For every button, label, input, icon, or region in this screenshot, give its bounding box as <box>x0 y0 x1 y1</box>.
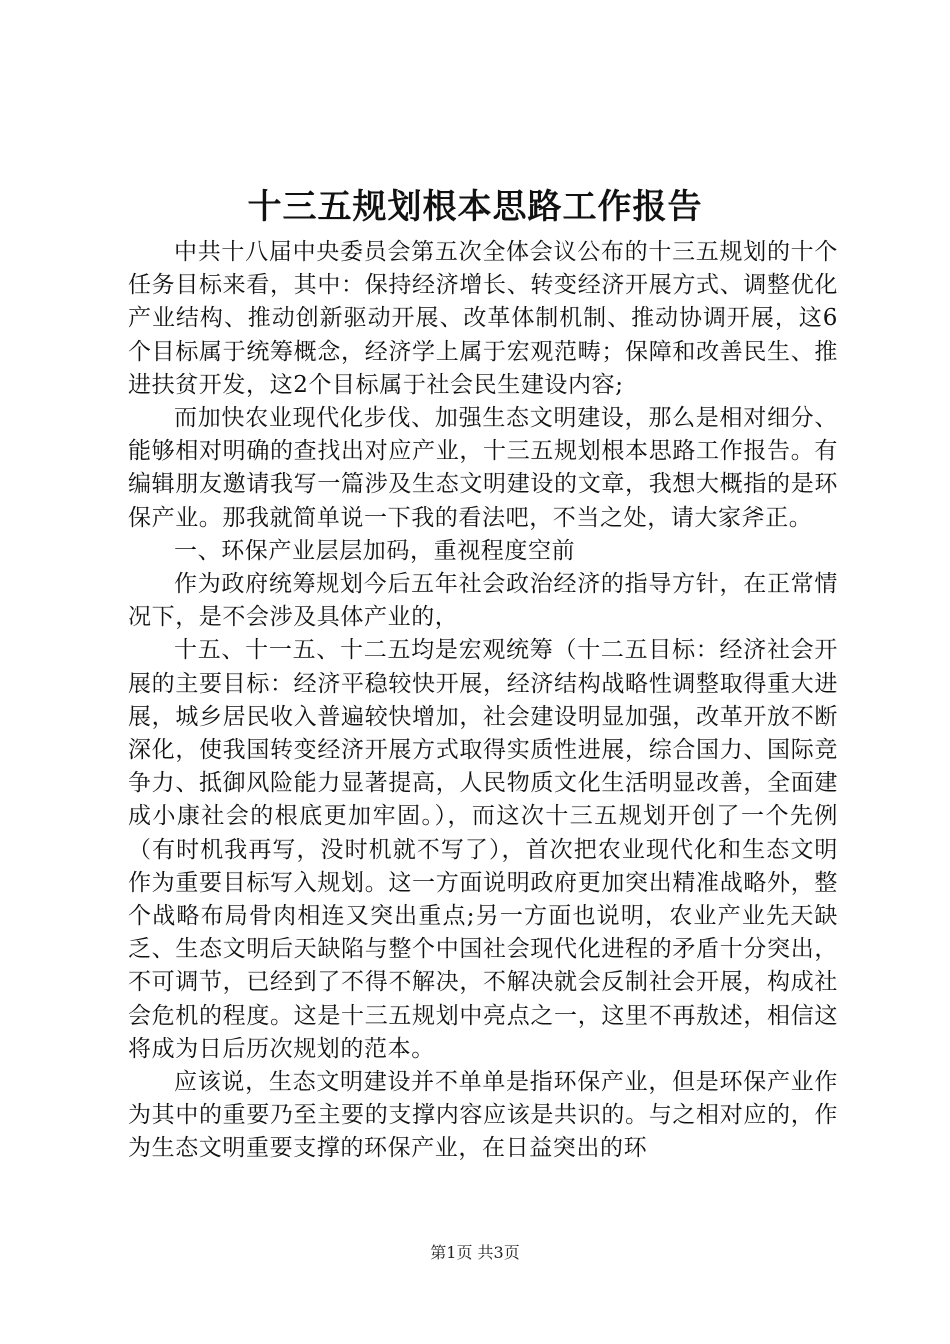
paragraph-2: 而加快农业现代化步伐、加强生态文明建设，那么是相对细分、能够相对明确的查找出对应产业，十三五规划根本思路工作报告。有编辑朋友邀请我写一篇涉及生态文明建设的文章，我想大概指的是环保产业。那我就简单说一下我的看法吧，不当之处，请大家斧正。 <box>128 405 838 531</box>
paragraph-5: 应该说，生态文明建设并不单单是指环保产业，但是环保产业作为其中的重要乃至主要的支撑内容应该是共识的。与之相对应的，作为生态文明重要支撑的环保产业，在日益突出的环 <box>128 1069 838 1162</box>
document-body <box>128 236 838 1166</box>
paragraph-3: 作为政府统筹规划今后五年社会政治经济的指导方针，在正常情况下，是不会涉及具体产业的， <box>128 571 838 631</box>
document-title: 十三五规划根本思路工作报告 <box>247 187 703 227</box>
page-footer: 第1页 共3页 <box>430 1243 520 1262</box>
section-heading-1: 一、环保产业层层加码，重视程度空前 <box>174 537 576 564</box>
paragraph-1: 中共十八届中央委员会第五次全体会议公布的十三五规划的十个任务目标来看，其中：保持经济增长、转变经济开展方式、调整优化产业结构、推动创新驱动开展、改革体制机制、推动协调开展，这6个目标属于统筹概念，经济学上属于宏观范畴；保障和改善民生、推进扶贫开发，这2个目标属于社会民生建设内容; <box>128 239 838 398</box>
paragraph-4: 十五、十一五、十二五均是宏观统筹（十二五目标：经济社会开展的主要目标：经济平稳较快开展，经济结构战略性调整取得重大进展，城乡居民收入普遍较快增加，社会建设明显加强，改革开放不断深化，使我国转变经济开展方式取得实质性进展，综合国力、国际竞争力、抵御风险能力显著提高，人民物质文化生活明显改善，全面建成小康社会的根底更加牢固。），而这次十三五规划开创了一个先例（有时机我再写，没时机就不写了），首次把农业现代化和生态文明作为重要目标写入规划。这一方面说明政府更加突出精准战略外，整个战略布局骨肉相连又突出重点;另一方面也说明，农业产业先天缺乏、生态文明后天缺陷与整个中国社会现代化进程的矛盾十分突出，不可调节，已经到了不得不解决，不解决就会反制社会开展，构成社会危机的程度。这是十三五规划中亮点之一，这里不再敖述，相信这将成为日后历次规划的范本。 <box>128 637 838 1062</box>
